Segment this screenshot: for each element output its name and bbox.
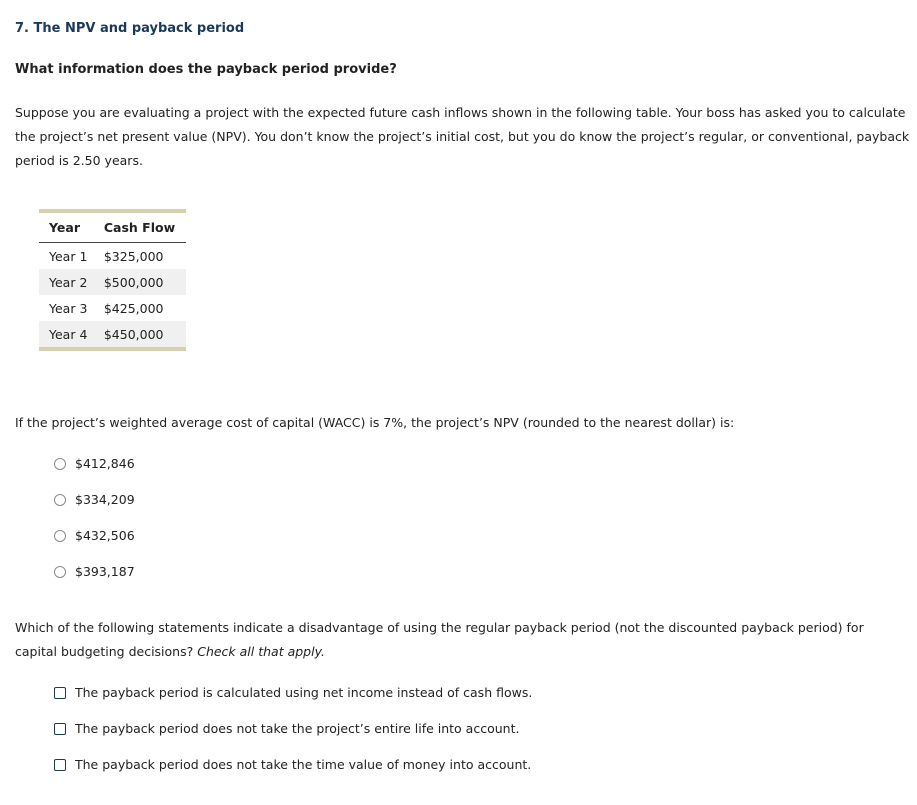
cell-year: Year 2 xyxy=(39,269,94,295)
radio-button[interactable] xyxy=(54,566,66,578)
disadvantage-prompt-text: Which of the following statements indicate a disadvantage of using the regular payback period (not the discounted payback period) for capital budgeting decisions? xyxy=(15,620,864,659)
table-row xyxy=(39,269,186,295)
radio-button[interactable] xyxy=(54,530,66,542)
cell-cash-flow: $325,000 xyxy=(103,248,164,264)
disadvantage-question-prompt xyxy=(15,616,905,664)
header-cash-flow: Cash Flow xyxy=(103,220,176,235)
disadvantage-options xyxy=(54,685,532,793)
table-row xyxy=(39,243,186,270)
section-title: What information does the payback period provide? xyxy=(15,62,397,77)
radio-button[interactable] xyxy=(54,458,66,470)
question-title: 7. The NPV and payback period xyxy=(15,21,245,36)
cell-cash-flow: $450,000 xyxy=(94,321,186,347)
checkbox[interactable] xyxy=(54,723,66,735)
check-all-instruction: Check all that apply. xyxy=(197,644,325,659)
disadvantage-option-3[interactable] xyxy=(54,757,532,793)
option-label[interactable]: The payback period does not take the project’s entire life into account. xyxy=(75,721,520,736)
npv-option-4[interactable] xyxy=(54,564,135,600)
option-label[interactable]: The payback period is calculated using net income instead of cash flows. xyxy=(75,685,533,700)
option-label[interactable]: The payback period does not take the time value of money into account. xyxy=(75,757,532,772)
option-label[interactable]: $412,846 xyxy=(75,456,135,471)
option-label[interactable]: $334,209 xyxy=(75,492,135,507)
option-label[interactable]: $432,506 xyxy=(75,528,135,543)
intro-paragraph: Suppose you are evaluating a project with the expected future cash inflows shown in the following table. Your boss has asked you to calculate the project’s net present value (NPV). You don’t know the project’s initial cost, but you do know the project’s regular, or conventional, payback period is 2.50 years. xyxy=(15,105,910,168)
table-row xyxy=(39,295,186,321)
table-row xyxy=(39,321,186,347)
checkbox[interactable] xyxy=(54,687,66,699)
npv-option-2[interactable] xyxy=(54,492,135,528)
cash-flow-table xyxy=(39,209,186,351)
table-header-row xyxy=(39,213,186,243)
npv-question-prompt: If the project’s weighted average cost of capital (WACC) is 7%, the project’s NPV (rounded to the nearest dollar) is: xyxy=(15,415,735,430)
option-label[interactable]: $393,187 xyxy=(75,564,135,579)
checkbox[interactable] xyxy=(54,759,66,771)
cell-year: Year 3 xyxy=(49,300,88,316)
cell-year: Year 4 xyxy=(39,321,94,347)
npv-option-1[interactable] xyxy=(54,456,135,492)
cell-cash-flow: $425,000 xyxy=(103,300,164,316)
npv-option-3[interactable] xyxy=(54,528,135,564)
npv-options xyxy=(54,456,135,600)
header-year: Year xyxy=(49,220,80,235)
disadvantage-option-2[interactable] xyxy=(54,721,532,757)
cell-cash-flow: $500,000 xyxy=(94,269,186,295)
disadvantage-option-1[interactable] xyxy=(54,685,532,721)
radio-button[interactable] xyxy=(54,494,66,506)
cell-year: Year 1 xyxy=(49,248,88,264)
